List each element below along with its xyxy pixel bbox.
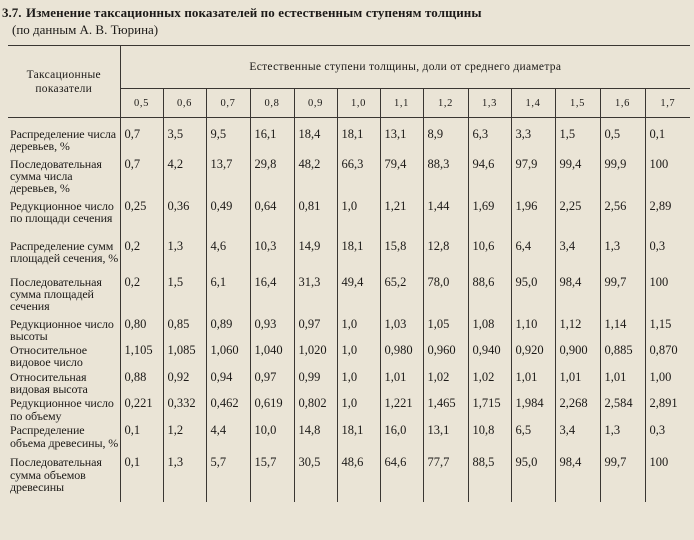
row-label: Распределение сумм площадей сечения, % [10, 238, 119, 265]
value-cell: 0,5 [600, 118, 645, 156]
value-cell: 29,8 [250, 156, 294, 198]
header-step: 0,6 [163, 89, 206, 118]
value-cell: 2,268 [555, 395, 600, 422]
row-label: Редукционное число по площади сечения [10, 198, 114, 225]
value-cell: 1,96 [511, 198, 555, 238]
value-cell: 100 [645, 274, 690, 316]
taxation-table [8, 45, 690, 502]
value-cell: 10,6 [468, 238, 511, 274]
value-cell: 30,5 [294, 454, 337, 502]
value-cell: 1,05 [423, 316, 468, 342]
table-row [8, 316, 690, 342]
value-cell: 1,15 [645, 316, 690, 342]
value-cell: 95,0 [511, 454, 555, 502]
value-cell: 4,4 [206, 422, 250, 454]
value-cell: 13,1 [423, 422, 468, 454]
header-step: 0,7 [206, 89, 250, 118]
value-cell: 0,7 [120, 118, 163, 156]
table-row [8, 342, 690, 369]
value-cell: 1,01 [555, 369, 600, 395]
value-cell: 1,08 [468, 316, 511, 342]
value-cell: 48,6 [337, 454, 380, 502]
value-cell: 1,5 [555, 118, 600, 156]
value-cell: 14,8 [294, 422, 337, 454]
value-cell: 4,2 [163, 156, 206, 198]
value-cell: 1,2 [163, 422, 206, 454]
value-cell: 0,870 [645, 342, 690, 369]
value-cell: 98,4 [555, 274, 600, 316]
header-step: 1,2 [423, 89, 468, 118]
value-cell: 1,03 [380, 316, 423, 342]
value-cell: 0,221 [120, 395, 163, 422]
value-cell: 0,97 [294, 316, 337, 342]
value-cell: 13,7 [206, 156, 250, 198]
value-cell: 1,221 [380, 395, 423, 422]
value-cell: 15,8 [380, 238, 423, 274]
value-cell: 0,64 [250, 198, 294, 238]
value-cell: 88,5 [468, 454, 511, 502]
value-cell: 0,1 [120, 454, 163, 502]
value-cell: 3,4 [555, 238, 600, 274]
value-cell: 99,4 [555, 156, 600, 198]
value-cell: 1,10 [511, 316, 555, 342]
value-cell: 0,920 [511, 342, 555, 369]
value-cell: 0,332 [163, 395, 206, 422]
value-cell: 100 [645, 156, 690, 198]
table-row [8, 118, 690, 156]
value-cell: 1,02 [423, 369, 468, 395]
row-label: Распределение числа деревьев, % [10, 127, 117, 154]
value-cell: 2,891 [645, 395, 690, 422]
value-cell: 1,02 [468, 369, 511, 395]
value-cell: 98,4 [555, 454, 600, 502]
value-cell: 1,0 [337, 198, 380, 238]
value-cell: 100 [645, 454, 690, 502]
value-cell: 10,8 [468, 422, 511, 454]
header-step: 0,5 [120, 89, 163, 118]
value-cell: 1,44 [423, 198, 468, 238]
value-cell: 1,0 [337, 395, 380, 422]
value-cell: 95,0 [511, 274, 555, 316]
header-step: 0,9 [294, 89, 337, 118]
value-cell: 0,92 [163, 369, 206, 395]
value-cell: 2,25 [555, 198, 600, 238]
value-cell: 1,0 [337, 316, 380, 342]
value-cell: 14,9 [294, 238, 337, 274]
value-cell: 0,99 [294, 369, 337, 395]
value-cell: 8,9 [423, 118, 468, 156]
header-step: 1,0 [337, 89, 380, 118]
value-cell: 65,2 [380, 274, 423, 316]
value-cell: 2,584 [600, 395, 645, 422]
value-cell: 1,00 [645, 369, 690, 395]
value-cell: 3,4 [555, 422, 600, 454]
table-row [8, 454, 690, 502]
value-cell: 99,9 [600, 156, 645, 198]
value-cell: 1,3 [163, 454, 206, 502]
value-cell: 79,4 [380, 156, 423, 198]
table-number: 3.7. [2, 5, 22, 20]
value-cell: 18,1 [337, 422, 380, 454]
value-cell: 18,4 [294, 118, 337, 156]
value-cell: 16,4 [250, 274, 294, 316]
value-cell: 4,6 [206, 238, 250, 274]
value-cell: 1,085 [163, 342, 206, 369]
value-cell: 1,040 [250, 342, 294, 369]
value-cell: 0,80 [120, 316, 163, 342]
value-cell: 1,3 [163, 238, 206, 274]
table-row [8, 369, 690, 395]
table-row [8, 274, 690, 316]
row-label: Относительная видовая высота [10, 369, 88, 397]
value-cell: 1,01 [380, 369, 423, 395]
value-cell: 1,01 [511, 369, 555, 395]
value-cell: 2,56 [600, 198, 645, 238]
table-row [8, 422, 690, 454]
value-cell: 48,2 [294, 156, 337, 198]
value-cell: 0,1 [120, 422, 163, 454]
row-label: Распределение объема древесины, % [10, 423, 119, 450]
value-cell: 0,85 [163, 316, 206, 342]
row-label: Последовательная сумма объемов древесины [10, 455, 102, 494]
value-cell: 1,69 [468, 198, 511, 238]
value-cell: 0,93 [250, 316, 294, 342]
value-cell: 0,49 [206, 198, 250, 238]
value-cell: 99,7 [600, 274, 645, 316]
value-cell: 0,2 [120, 238, 163, 274]
value-cell: 1,5 [163, 274, 206, 316]
value-cell: 6,1 [206, 274, 250, 316]
value-cell: 31,3 [294, 274, 337, 316]
value-cell: 0,940 [468, 342, 511, 369]
header-step: 1,3 [468, 89, 511, 118]
header-step: 1,1 [380, 89, 423, 118]
value-cell: 0,462 [206, 395, 250, 422]
row-label: Последовательная сумма площадей сечения [10, 274, 102, 313]
header-step: 0,8 [250, 89, 294, 118]
value-cell: 1,01 [600, 369, 645, 395]
value-cell: 0,980 [380, 342, 423, 369]
value-cell: 88,3 [423, 156, 468, 198]
value-cell: 94,6 [468, 156, 511, 198]
header-group: Естественные ступени толщины, доли от среднего диаметра [120, 46, 690, 89]
value-cell: 1,020 [294, 342, 337, 369]
value-cell: 1,060 [206, 342, 250, 369]
value-cell: 78,0 [423, 274, 468, 316]
table-body [8, 118, 690, 503]
value-cell: 15,7 [250, 454, 294, 502]
row-label: Редукционное число высоты [10, 316, 114, 343]
value-cell: 0,2 [120, 274, 163, 316]
header-step: 1,7 [645, 89, 690, 118]
header-step: 1,4 [511, 89, 555, 118]
value-cell: 12,8 [423, 238, 468, 274]
value-cell: 0,81 [294, 198, 337, 238]
value-cell: 0,3 [645, 238, 690, 274]
row-label: Редукционное число по объему [10, 396, 114, 423]
value-cell: 0,1 [645, 118, 690, 156]
value-cell: 0,97 [250, 369, 294, 395]
table-subtitle: (по данным А. В. Тюрина) [12, 22, 159, 37]
value-cell: 5,7 [206, 454, 250, 502]
row-label: Последовательная сумма числа деревьев, % [10, 156, 102, 195]
value-cell: 10,3 [250, 238, 294, 274]
value-cell: 99,7 [600, 454, 645, 502]
value-cell: 0,960 [423, 342, 468, 369]
value-cell: 66,3 [337, 156, 380, 198]
value-cell: 1,0 [337, 342, 380, 369]
header-step: 1,5 [555, 89, 600, 118]
table-title: Изменение таксационных показателей по естественным ступеням толщины [26, 5, 482, 20]
value-cell: 1,105 [120, 342, 163, 369]
value-cell: 97,9 [511, 156, 555, 198]
header-step: 1,6 [600, 89, 645, 118]
value-cell: 2,89 [645, 198, 690, 238]
value-cell: 0,885 [600, 342, 645, 369]
value-cell: 0,802 [294, 395, 337, 422]
value-cell: 1,14 [600, 316, 645, 342]
value-cell: 16,1 [250, 118, 294, 156]
value-cell: 0,900 [555, 342, 600, 369]
value-cell: 1,465 [423, 395, 468, 422]
value-cell: 0,88 [120, 369, 163, 395]
value-cell: 1,715 [468, 395, 511, 422]
value-cell: 1,12 [555, 316, 600, 342]
value-cell: 0,619 [250, 395, 294, 422]
value-cell: 1,984 [511, 395, 555, 422]
header-label: Таксационные показатели [8, 46, 120, 118]
value-cell: 88,6 [468, 274, 511, 316]
value-cell: 0,7 [120, 156, 163, 198]
value-cell: 6,4 [511, 238, 555, 274]
value-cell: 13,1 [380, 118, 423, 156]
table-row [8, 238, 690, 274]
value-cell: 10,0 [250, 422, 294, 454]
value-cell: 49,4 [337, 274, 380, 316]
value-cell: 64,6 [380, 454, 423, 502]
table-row [8, 198, 690, 238]
value-cell: 0,94 [206, 369, 250, 395]
value-cell: 3,3 [511, 118, 555, 156]
table-row [8, 156, 690, 198]
value-cell: 3,5 [163, 118, 206, 156]
value-cell: 1,0 [337, 369, 380, 395]
value-cell: 1,3 [600, 238, 645, 274]
value-cell: 0,25 [120, 198, 163, 238]
value-cell: 18,1 [337, 238, 380, 274]
value-cell: 0,3 [645, 422, 690, 454]
row-label: Относительное видовое число [10, 342, 88, 370]
value-cell: 77,7 [423, 454, 468, 502]
value-cell: 6,3 [468, 118, 511, 156]
value-cell: 16,0 [380, 422, 423, 454]
table-row [8, 395, 690, 422]
value-cell: 0,89 [206, 316, 250, 342]
value-cell: 18,1 [337, 118, 380, 156]
value-cell: 0,36 [163, 198, 206, 238]
value-cell: 1,21 [380, 198, 423, 238]
value-cell: 9,5 [206, 118, 250, 156]
value-cell: 6,5 [511, 422, 555, 454]
value-cell: 1,3 [600, 422, 645, 454]
